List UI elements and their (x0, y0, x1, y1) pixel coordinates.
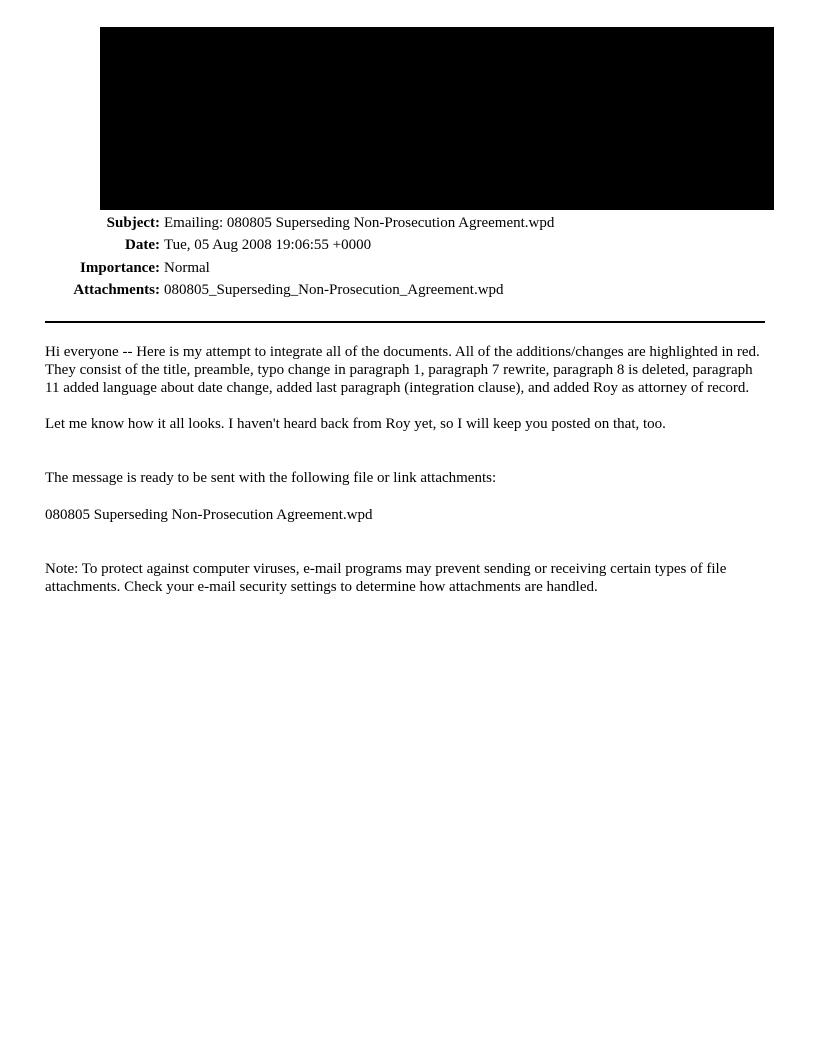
importance-label: Importance: (80, 259, 160, 276)
header-divider (45, 321, 765, 323)
subject-label: Subject: (106, 215, 160, 231)
attachments-value: 080805_Superseding_Non-Prosecution_Agreement.wpd (164, 281, 504, 298)
date-label: Date: (125, 237, 160, 254)
importance-value: Normal (164, 259, 210, 276)
attachments-label: Attachments: (73, 281, 160, 298)
subject-value: Emailing: 080805 Superseding Non-Prosecution Agreement.wpd (164, 215, 555, 231)
attachment-filename: 080805 Superseding Non-Prosecution Agreement.wpd (45, 507, 373, 523)
email-body (45, 343, 767, 596)
redaction-block (100, 27, 774, 210)
attachment-notice: The message is ready to be sent with the following file or link attachments: (45, 470, 497, 486)
body-paragraph-followup: Let me know how it all looks. I haven't heard back from Roy yet, so I will keep you posted on that, too. (45, 416, 666, 432)
body-paragraph-intro: Hi everyone -- Here is my attempt to integrate all of the documents. All of the additions/changes are highlighted in red. They consist of the title, preamble, typo change in paragraph 1, paragraph 7 rewrite, paragraph 8 is deleted, paragraph 11 added language about date change, added last paragraph (integration clause), and added Roy as attorney of record. (45, 344, 760, 396)
date-value: Tue, 05 Aug 2008 19:06:55 +0000 (164, 237, 372, 254)
security-note: Note: To protect against computer viruses, e-mail programs may prevent sending or receiving certain types of file attachments. Check your e-mail security settings to determine how attachments are handled. (45, 561, 727, 595)
